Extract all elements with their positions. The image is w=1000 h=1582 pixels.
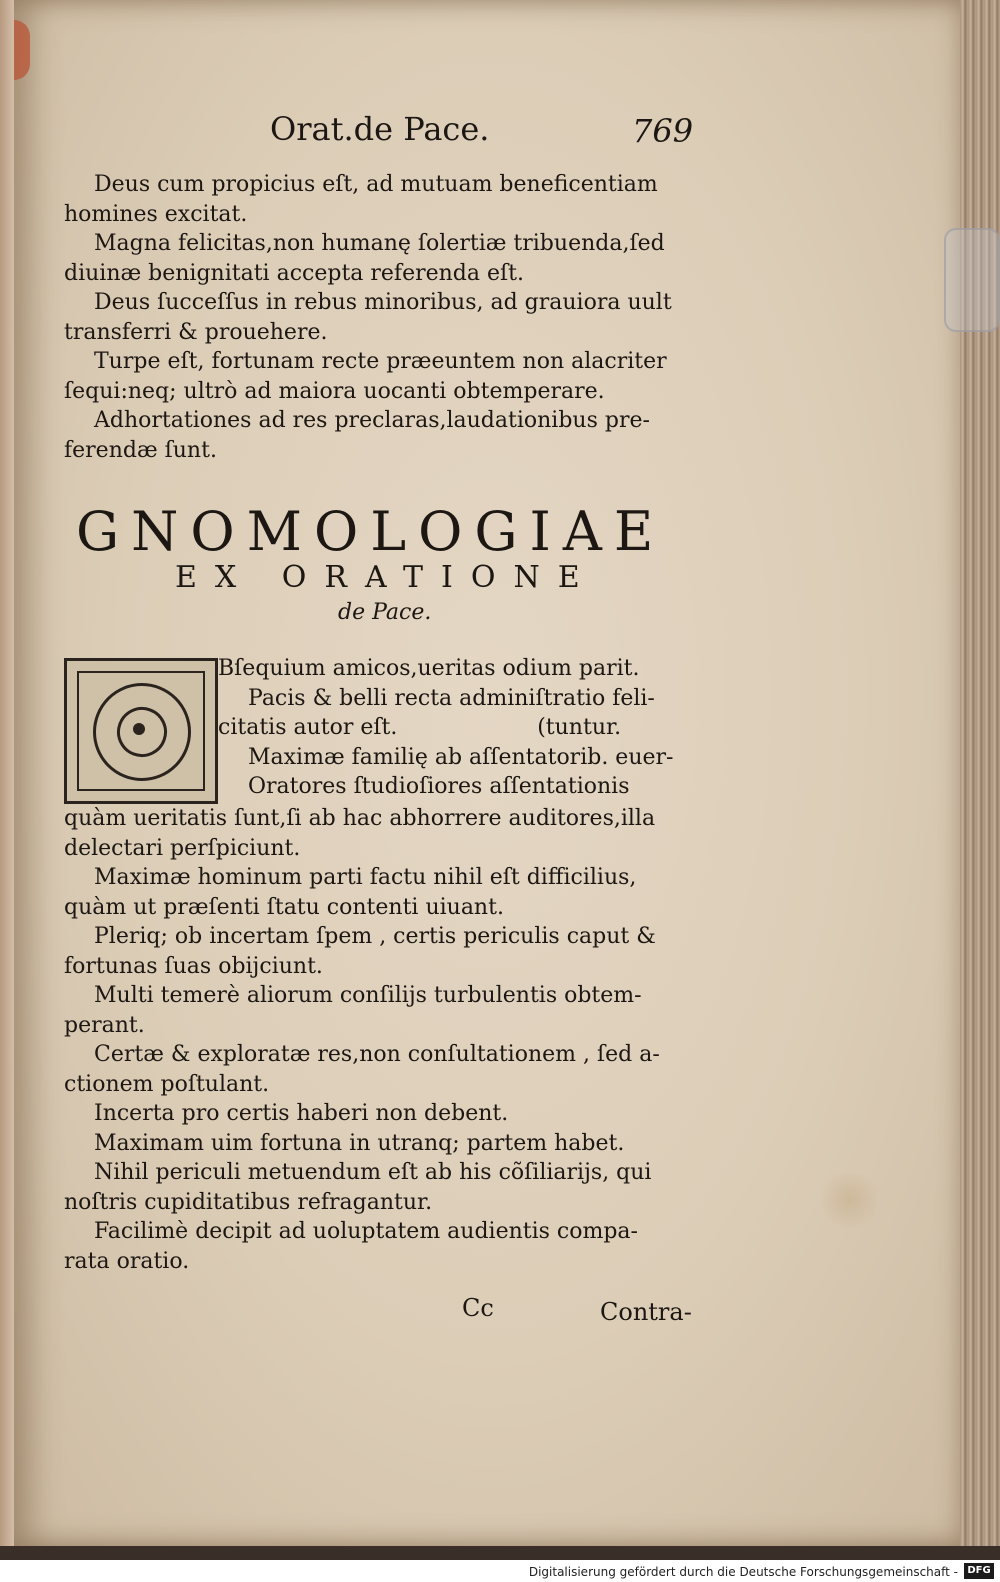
text-line: Deus ſucceſſus in rebus minoribus, ad grauiora uult bbox=[94, 290, 672, 315]
section-subtitle-de: de Pace. bbox=[338, 600, 432, 625]
text-line: ctionem poſtulant. bbox=[64, 1071, 270, 1097]
text-line: quàm ueritatis ſunt,ſi ab hac abhorrere auditores,illa bbox=[64, 806, 656, 831]
signature-mark: Cc bbox=[462, 1294, 494, 1322]
page-number: 769 bbox=[632, 112, 694, 150]
text-line: diuinæ benignitati accepta referenda eſt. bbox=[64, 260, 524, 286]
text-line: Pleriq; ob incertam ſpem , certis periculis caput & bbox=[94, 924, 656, 949]
text-line: Oratores ſtudioſiores aſſentationis bbox=[248, 774, 630, 799]
text-line: fortunas ſuas obijciunt. bbox=[64, 953, 323, 979]
text-line: Certæ & exploratæ res,non conſultationem , ſed a- bbox=[94, 1042, 660, 1067]
initial-block bbox=[218, 654, 718, 802]
text-line: noſtris cupiditatibus refragantur. bbox=[64, 1189, 433, 1215]
running-title: Orat.de Pace. bbox=[270, 110, 490, 148]
text-line: Maximæ hominum parti factu nihil eſt difficilius, bbox=[94, 865, 637, 890]
footer-bar bbox=[0, 1560, 1000, 1582]
text-line: ſequi:neq; ultrò ad maiora uocanti obtemperare. bbox=[64, 378, 605, 404]
text-line: Nihil periculi metuendum eſt ab his cõſiliarijs, qui bbox=[94, 1160, 652, 1185]
text-line: Maximæ familię ab aſſentatorib. euer- bbox=[248, 744, 674, 770]
footer-credit: Digitalisierung gefördert durch die Deutsche Forschungsgemeinschaft - bbox=[528, 1565, 958, 1579]
dfg-logo: DFG bbox=[964, 1563, 994, 1579]
bottom-edge bbox=[0, 1546, 1000, 1560]
text-line: ferendæ ſunt. bbox=[64, 437, 217, 463]
text-line: citatis autor eſt. (tuntur. bbox=[218, 715, 622, 740]
text-line: Maximam uim fortuna in utranq; partem habet. bbox=[94, 1130, 625, 1156]
section-subtitle: EX ORATIONE bbox=[175, 560, 598, 595]
text-line: delectari perſpiciunt. bbox=[64, 835, 301, 861]
text-line: perant. bbox=[64, 1012, 145, 1038]
text-line: Adhortationes ad res preclaras,laudationibus pre- bbox=[94, 408, 650, 433]
text-line: Pacis & belli recta adminiſtratio feli- bbox=[248, 685, 655, 711]
binding-mark bbox=[14, 20, 30, 80]
paper-stain bbox=[820, 1170, 880, 1230]
text-line: rata oratio. bbox=[64, 1248, 190, 1274]
text-line: Facilimè decipit ad uoluptatem audientis compa- bbox=[94, 1219, 638, 1244]
text-line: Incerta pro certis haberi non debent. bbox=[94, 1101, 509, 1126]
decorated-initial-o bbox=[64, 658, 218, 804]
page-clip bbox=[944, 228, 1000, 332]
sentences bbox=[64, 804, 714, 1276]
text-line: quàm ut præſenti ſtatu contenti uiuant. bbox=[64, 894, 504, 920]
initial-ornament-center bbox=[133, 723, 145, 735]
top-sentences bbox=[64, 170, 714, 465]
text-line: Magna felicitas,non humanę ſolertiæ tribuenda,ſed bbox=[94, 231, 665, 256]
catchword: Contra- bbox=[600, 1298, 692, 1326]
text-line: Deus cum propicius eſt, ad mutuam beneficentiam bbox=[94, 172, 658, 197]
text-line: homines excitat. bbox=[64, 201, 248, 227]
text-line: Turpe eſt, fortunam recte præeuntem non alacriter bbox=[94, 349, 667, 374]
section-title: GNOMOLOGIAE bbox=[76, 500, 666, 563]
text-line: transferri & prouehere. bbox=[64, 319, 328, 345]
text-line: Multi temerè aliorum conſilijs turbulentis obtem- bbox=[94, 983, 642, 1008]
text-line: Bſequium amicos,ueritas odium parit. bbox=[218, 656, 640, 681]
